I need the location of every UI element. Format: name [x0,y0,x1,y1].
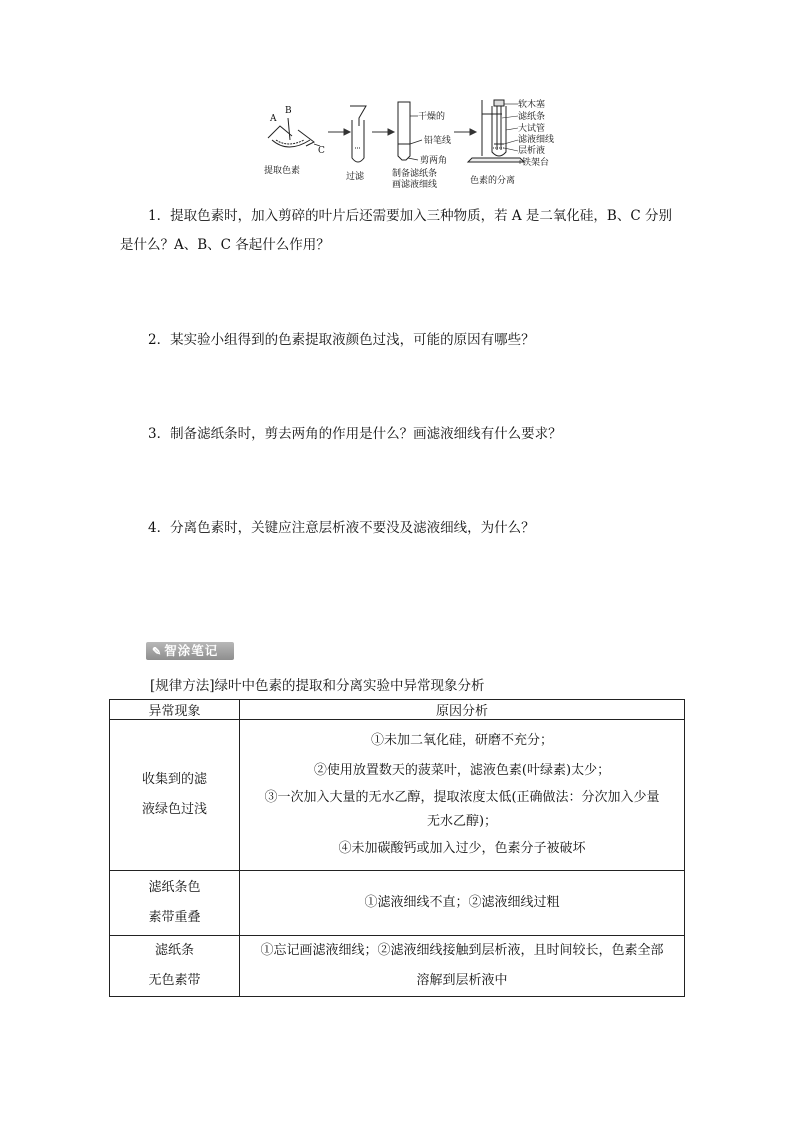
label-filtrate-line: 滤液细线 [518,135,555,145]
table-header-row [110,700,685,720]
label-prep-1: 制备滤纸条 [392,169,438,179]
label-pencil-line: 铅笔线 [424,136,452,146]
header-phenomenon: 异常现象 [110,700,240,720]
phenomenon-cell: 滤纸条 无色素带 [110,936,240,997]
label-c: C [318,146,325,156]
table-row [110,936,685,997]
label-filter: 过滤 [346,172,365,182]
question-4: 4．分离色素时，关键应注意层析液不要没及滤液细线，为什么？ [148,520,535,536]
label-cut-corners: 剪两角 [420,156,448,166]
label-b: B [285,106,292,116]
arrow-3 [454,129,476,135]
question-3: 3．制备滤纸条时，剪去两角的作用是什么？画滤液细线有什么要求？ [148,426,562,442]
phenomenon-cell: 收集到的滤 液绿色过浅 [110,720,240,871]
pen-icon: ✎ [152,645,163,658]
label-big-tube: 大试管 [518,124,546,134]
filter-drawing [350,106,366,162]
table-row [110,871,685,936]
phenomenon-cell: 滤纸条色 素带重叠 [110,871,240,936]
label-solvent: 层析液 [518,146,546,156]
arrow-1 [328,129,350,135]
experiment-figure [258,96,558,196]
table-row [110,720,685,871]
label-a: A [270,114,277,124]
note-badge: ✎ 智涂笔记 [146,642,234,660]
header-reason: 原因分析 [240,700,685,720]
reason-cell: ①未加二氧化硅，研磨不充分； ②使用放置数天的菠菜叶，滤液色素(叶绿素)太少； ③一次加入大量的无水乙醇，提取浓度太低(正确做法：分次加入少量 无水乙醇)； ④未加碳酸钙或加入过少，色素分子被破坏 [240,720,685,871]
label-paper-strip: 滤纸条 [518,112,546,122]
arrow-2 [372,129,394,135]
label-extract: 提取色素 [264,166,301,176]
label-dry: 干燥的 [418,112,446,122]
label-prep-2: 画滤液细线 [392,180,438,190]
rule-title: [规律方法]绿叶中色素的提取和分离实验中异常现象分析 [150,678,485,694]
label-separation: 色素的分离 [470,176,516,186]
question-2: 2．某实验小组得到的色素提取液颜色过浅，可能的原因有哪些？ [148,332,535,348]
reason-cell: ①忘记画滤液细线；②滤液细线接触到层析液，且时间较长，色素全部 溶解到层析液中 [240,936,685,997]
question-1: 1．提取色素时，加入剪碎的叶片后还需要加入三种物质，若 A 是二氧化硅，B、C 分别是什么？A、B、C 各起什么作用？ [120,208,672,253]
analysis-table [109,699,685,997]
label-cork: 软木塞 [518,100,546,110]
label-stand: 铁架台 [522,158,550,168]
reason-cell: ①滤液细线不直；②滤液细线过粗 [240,871,685,936]
paper-strip-drawing [398,102,422,160]
